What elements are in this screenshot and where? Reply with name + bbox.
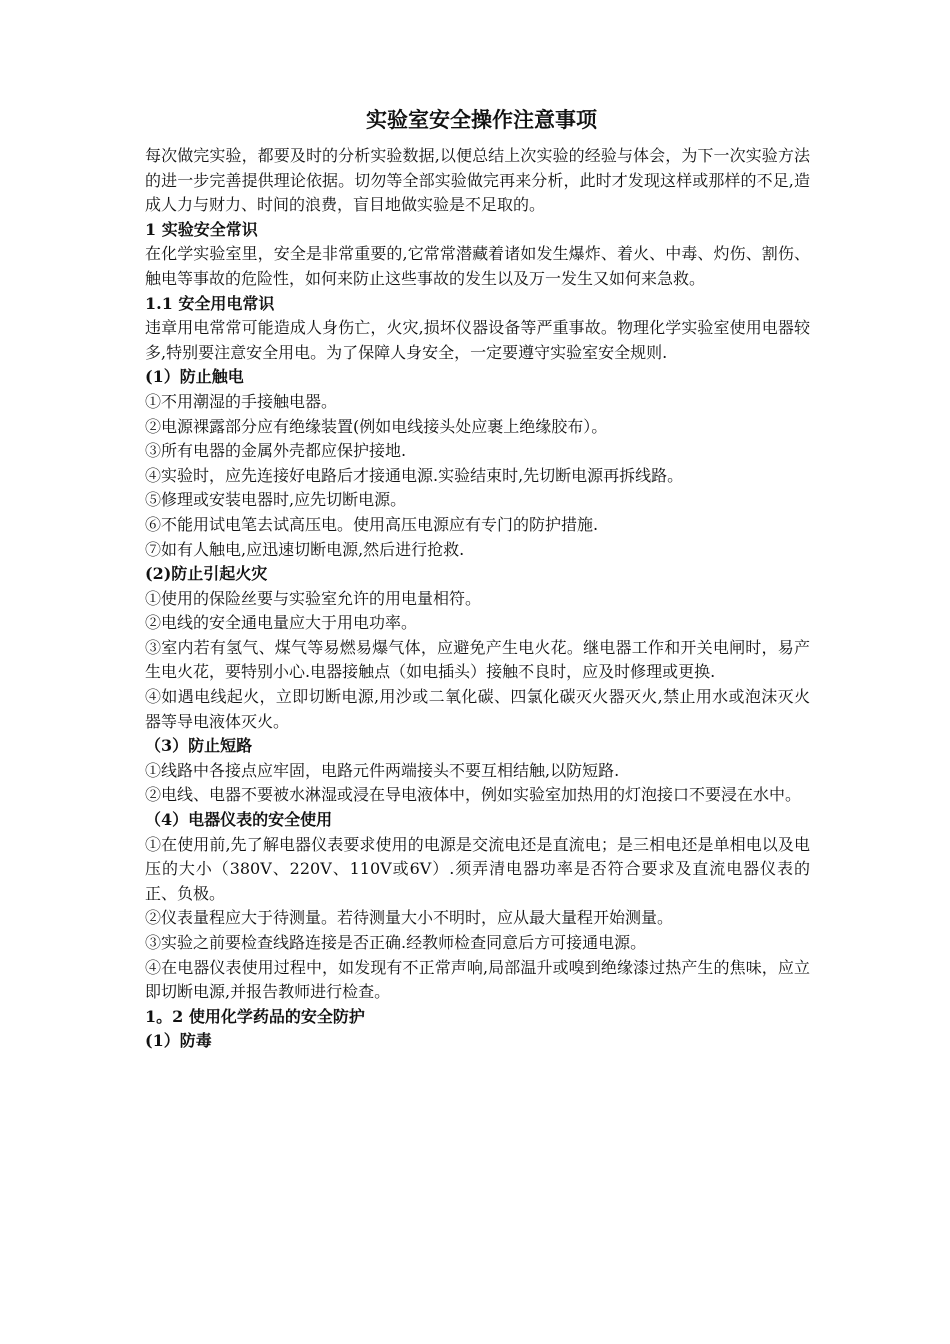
list-item: ⑥不能用试电笔去试高压电。使用高压电源应有专门的防护措施. xyxy=(145,514,599,534)
list-item: ①线路中各接点应牢固，电路元件两端接头不要互相结触,以防短路. xyxy=(145,760,620,780)
document-page xyxy=(145,102,810,1054)
document-title: 实验室安全操作注意事项 xyxy=(366,107,597,132)
list-item: ⑦如有人触电,应迅速切断电源,然后进行抢救. xyxy=(145,539,465,559)
section-heading: 1.1 安全用电常识 xyxy=(145,293,275,313)
body-paragraph: 违章用电常常可能造成人身伤亡，火灾,损坏仪器设备等严重事故。物理化学实验室使用电器较多,特别要注意安全用电。为了保障人身安全，一定要遵守实验室安全规则. xyxy=(145,318,810,362)
list-item: ④在电器仪表使用过程中，如发现有不正常声响,局部温升或嗅到绝缘漆过热产生的焦味，应立即切断电源,并报告教师进行检查。 xyxy=(145,957,810,1002)
subsection-heading: （3）防止短路 xyxy=(145,736,253,756)
list-item: ③实验之前要检查线路连接是否正确.经教师检查同意后方可接通电源。 xyxy=(145,933,647,952)
list-item: ④如遇电线起火，立即切断电源,用沙或二氧化碳、四氯化碳灭火器灭火,禁止用水或泡沫灭火器等导电液体灭火。 xyxy=(145,687,810,731)
list-item: ②电源裸露部分应有绝缘装置(例如电线接头处应裹上绝缘胶布）。 xyxy=(145,416,608,436)
subsection-heading: (2)防止引起火灾 xyxy=(145,564,268,584)
intro-paragraph: 每次做完实验，都要及时的分析实验数据,以便总结上次实验的经验与体会，为下一次实验方法的进一步完善提供理论依据。切勿等全部实验做完再来分析，此时才发现这样或那样的不足,造成人力与财力、时间的浪费，盲目地做实验是不足取的。 xyxy=(145,146,810,215)
section-heading: 1 实验安全常识 xyxy=(145,219,258,239)
body-paragraph: 在化学实验室里，安全是非常重要的,它常常潜藏着诸如发生爆炸、着火、中毒、灼伤、割伤、触电等事故的危险性，如何来防止这些事故的发生以及万一发生又如何来急救。 xyxy=(145,244,810,288)
list-item: ⑤修理或安装电器时,应先切断电源。 xyxy=(145,490,407,510)
subsection-heading: (1）防毒 xyxy=(145,1031,212,1051)
list-item: ③所有电器的金属外壳都应保护接地. xyxy=(145,441,407,461)
list-item: ①在使用前,先了解电器仪表要求使用的电源是交流电还是直流电；是三相电还是单相电以及电压的大小（380V、220V、110V或6V）.须弄清电器功率是否符合要求及直流电器仪表的正、负极。 xyxy=(145,834,810,903)
list-item: ③室内若有氢气、煤气等易燃易爆气体，应避免产生电火花。继电器工作和开关电闸时，易产生电火花，要特别小心.电器接触点（如电插头）接触不良时，应及时修理或更换. xyxy=(145,637,810,682)
list-item: ②电线的安全通电量应大于用电功率。 xyxy=(145,613,418,633)
section-heading: 1。2 使用化学药品的安全防护 xyxy=(145,1006,365,1026)
list-item: ②仪表量程应大于待测量。若待测量大小不明时，应从最大量程开始测量。 xyxy=(145,908,674,928)
subsection-heading: （4）电器仪表的安全使用 xyxy=(145,810,333,830)
list-item: ②电线、电器不要被水淋湿或浸在导电液体中，例如实验室加热用的灯泡接口不要浸在水中。 xyxy=(145,785,802,805)
subsection-heading: (1）防止触电 xyxy=(145,367,244,387)
list-item: ④实验时，应先连接好电路后才接通电源.实验结束时,先切断电源再拆线路。 xyxy=(145,465,684,485)
list-item: ①不用潮湿的手接触电器。 xyxy=(145,391,338,411)
list-item: ①使用的保险丝要与实验室允许的用电量相符。 xyxy=(145,588,482,608)
document-body xyxy=(145,144,810,1054)
